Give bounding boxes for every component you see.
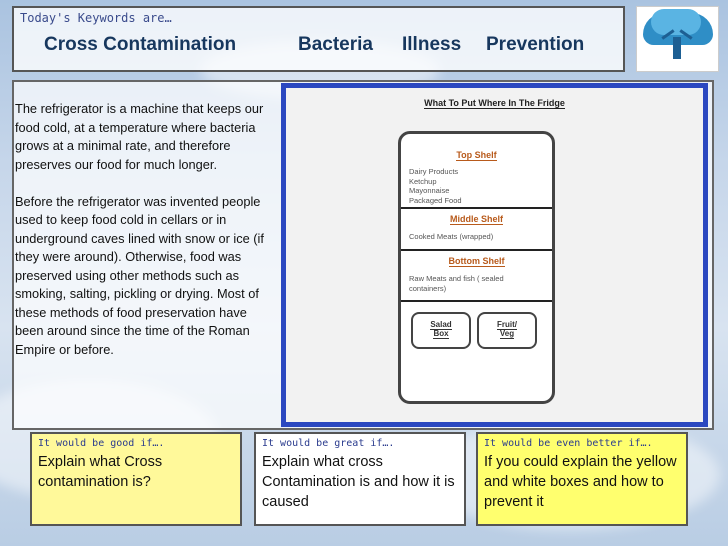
middle-shelf-heading: Middle Shelf	[449, 214, 503, 224]
paragraph-refrigerator: The refrigerator is a machine that keeps our food cold, at a temperature where bacteria grows at a minimal rate, and therefore preserves our food for much longer.	[15, 101, 264, 172]
tree-with-figure-logo-icon	[636, 6, 719, 72]
keywords-title: Today's Keywords are…	[20, 11, 172, 25]
even-better-if-heading: It would be even better if….	[484, 438, 653, 449]
salad-box: Salad Box	[411, 312, 471, 349]
bottom-shelf-heading: Bottom Shelf	[448, 256, 505, 266]
shelf-divider	[401, 249, 552, 251]
keyword-bacteria: Bacteria	[298, 34, 373, 55]
middle-shelf-items: Cooked Meats (wrapped)	[409, 232, 494, 241]
top-shelf-heading: Top Shelf	[456, 150, 497, 160]
good-if-box	[30, 432, 242, 526]
fridge-diagram-title: What To Put Where In The Fridge	[424, 98, 565, 108]
keyword-prevention: Prevention	[486, 34, 585, 55]
paragraph-history: Before the refrigerator was invented people used to keep food cold in cellars or in underground caves lined with snow or ice (if they were around). Otherwise, food was preserved using other methods such as smoking, salting, pickling or drying. Most of these methods of food preservation have been around since the time of the Roman Empire or before.	[15, 193, 264, 357]
refrigerator-text	[15, 100, 265, 378]
keywords-box	[12, 6, 625, 72]
top-shelf-items: Dairy Products Ketchup Mayonnaise Packaged Food	[409, 167, 462, 205]
fridge-diagram-panel	[281, 83, 708, 427]
good-if-text: Explain what Cross contamination is?	[38, 454, 163, 490]
shelf-divider	[401, 207, 552, 209]
fruit-veg-box: Fruit/ Veg	[477, 312, 537, 349]
bottom-shelf-items: Raw Meats and fish ( sealed containers)	[409, 274, 504, 293]
fridge-outline	[398, 131, 555, 404]
keyword-cross-contamination: Cross Contamination	[44, 34, 237, 55]
good-if-heading: It would be good if….	[38, 438, 165, 449]
even-better-if-text: If you could explain the yellow and white boxes and how to prevent it	[484, 454, 677, 510]
keyword-illness: Illness	[402, 34, 462, 55]
great-if-text: Explain what cross Contamination is and how it is caused	[262, 454, 455, 510]
shelf-divider	[401, 300, 552, 302]
fridge-diagram	[286, 88, 703, 422]
great-if-box	[254, 432, 466, 526]
even-better-if-box	[476, 432, 688, 526]
great-if-heading: It would be great if….	[262, 438, 395, 449]
